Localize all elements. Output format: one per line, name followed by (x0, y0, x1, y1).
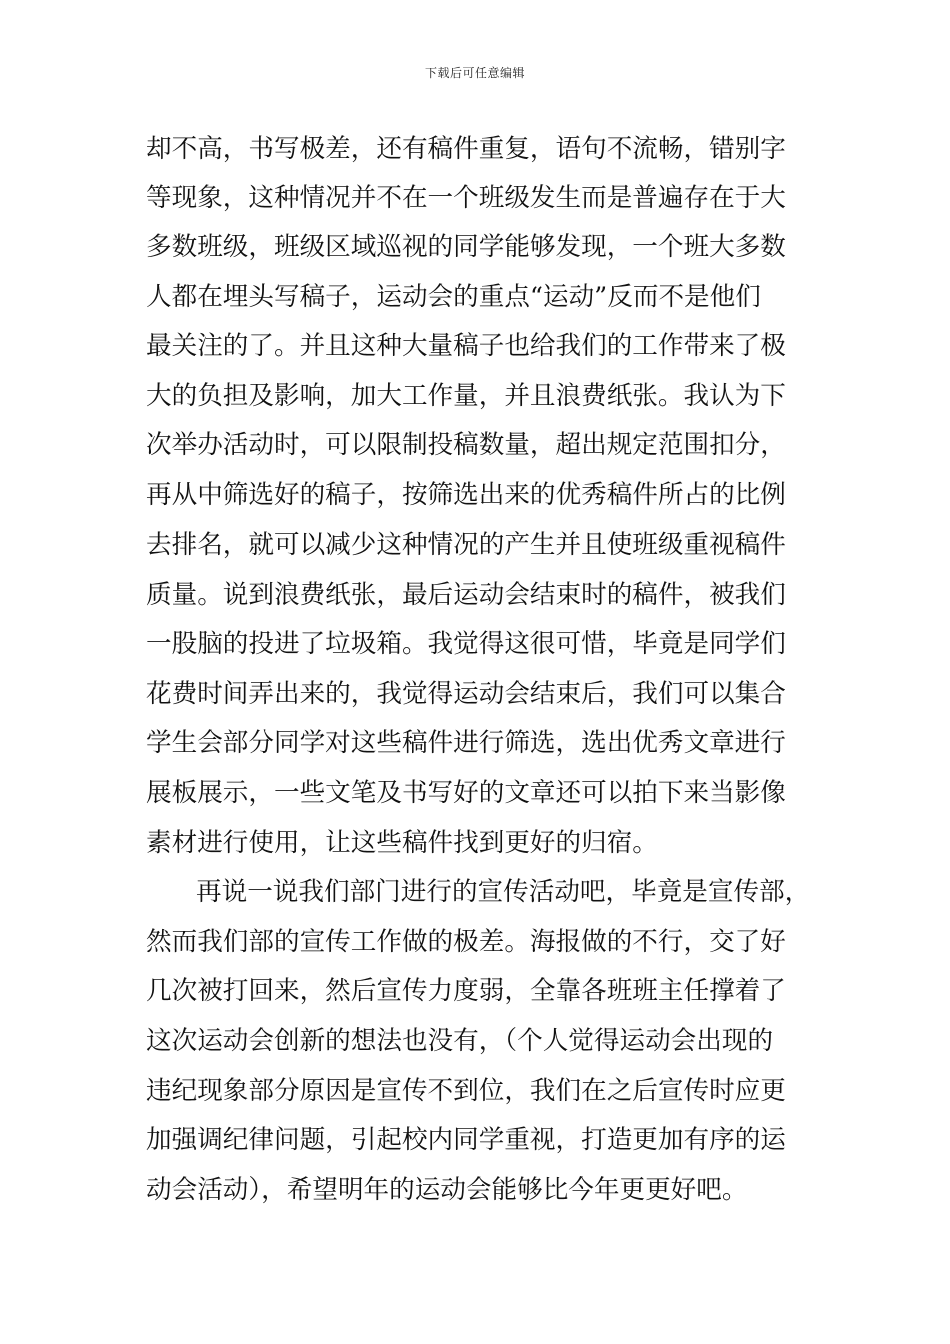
text-line: 再从中筛选好的稿子，按筛选出来的优秀稿件所占的比例 (146, 480, 786, 510)
paragraph-first-line: 再说一说我们部门进行的宣传活动吧，毕竟是宣传部， (196, 877, 811, 907)
text-line: 几次被打回来，然后宣传力度弱，全靠各班班主任撑着了 (146, 976, 786, 1006)
text-line: 大的负担及影响，加大工作量，并且浪费纸张。我认为下 (146, 381, 786, 411)
text-line: 多数班级，班级区域巡视的同学能够发现，一个班大多数 (146, 232, 786, 262)
text-line: 质量。说到浪费纸张，最后运动会结束时的稿件，被我们 (146, 580, 786, 610)
text-line: 去排名，就可以减少这种情况的产生并且使班级重视稿件 (146, 530, 786, 560)
text-line: 素材进行使用，让这些稿件找到更好的归宿。 (146, 828, 658, 858)
text-line: 学生会部分同学对这些稿件进行筛选，选出优秀文章进行 (146, 728, 786, 758)
text-line: 加强调纪律问题，引起校内同学重视，打造更加有序的运 (146, 1125, 786, 1155)
text-line: 次举办活动时，可以限制投稿数量，超出规定范围扣分， (146, 430, 786, 460)
text-line: 却不高，书写极差，还有稿件重复，语句不流畅，错别字 (146, 134, 786, 164)
text-line: 等现象，这种情况并不在一个班级发生而是普遍存在于大 (146, 183, 786, 213)
text-line: 最关注的了。并且这种大量稿子也给我们的工作带来了极 (146, 331, 786, 361)
text-line: 这次运动会创新的想法也没有，（个人觉得运动会出现的 (146, 1026, 774, 1056)
text-line: 一股脑的投进了垃圾箱。我觉得这很可惜，毕竟是同学们 (146, 629, 786, 659)
text-line: 花费时间弄出来的，我觉得运动会结束后，我们可以集合 (146, 679, 786, 709)
text-line: 展板展示，一些文笔及书写好的文章还可以拍下来当影像 (146, 778, 786, 808)
text-line: 然而我们部的宣传工作做的极差。海报做的不行，交了好 (146, 927, 786, 957)
text-line: 违纪现象部分原因是宣传不到位，我们在之后宣传时应更 (146, 1076, 786, 1106)
text-line: 动会活动），希望明年的运动会能够比今年更更好吧。 (146, 1175, 748, 1205)
text-line: 人都在埋头写稿子，运动会的重点“运动”反而不是他们 (146, 282, 761, 312)
page-header: 下载后可任意编辑 (424, 66, 525, 80)
